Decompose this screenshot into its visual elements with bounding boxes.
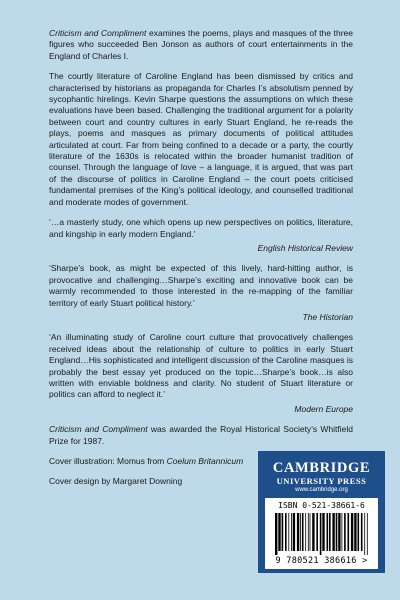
illustration-prefix: Cover illustration: Momus from	[49, 456, 167, 466]
isbn-barcode-box	[265, 498, 378, 569]
barcode-bar	[354, 513, 356, 551]
barcode-bar	[332, 513, 334, 551]
prize-paragraph	[49, 424, 353, 447]
barcode-bar	[293, 513, 295, 551]
publisher-url: www.cambridge.org	[295, 487, 348, 493]
barcode-bar	[288, 513, 289, 551]
isbn-label: ISBN 0-521-38661-6	[278, 501, 365, 510]
barcode-bar	[364, 513, 365, 555]
barcode-bar	[344, 513, 346, 551]
barcode-bar	[316, 513, 318, 551]
intro-text: examines the poems, plays and masques of the three figures who succeeded Ben Jonson as authors of court entertainments in the England of Charles I.	[49, 28, 353, 61]
review-quote: ‘…a masterly study, one which opens up new perspectives on politics, literature, and kingship in early modern England.’	[49, 217, 353, 239]
barcode-bar	[291, 513, 292, 551]
book-title: Criticism and Compliment	[49, 28, 147, 38]
barcode-bar	[338, 513, 340, 551]
illustration-title: Coelum Britannicum	[166, 456, 244, 466]
cover-design-credit: Cover design by Margaret Downing	[49, 476, 183, 487]
publisher-subtitle: UNIVERSITY PRESS	[276, 476, 367, 486]
review-source: Modern Europe	[294, 403, 353, 414]
description-paragraph: The courtly literature of Caroline England has been dismissed by critics and characterised by historians as propaganda for Charles I’s absolutism penned by sycophantic hirelings. Kevin Sharpe questions the assumptions on which these evaluations have been based. Challenging the traditional argument for a polarity between court and country cultures in early Stuart England, he re-reads the plays, poems and masques as primary documents of political attitudes articulated at court. Far from being confined to a decade or a party, the courtly literature of the 1630s is relocated within the broader humanist tradition of counsel. Through the language of love – a language, it is argued, that was part of the discourse of politics in Caroline England – the court poets criticised fundamental premises of the King’s political ideology, and counselled traditional and moderate modes of government.	[49, 71, 353, 207]
barcode-bar	[297, 513, 299, 551]
barcode-bar	[361, 513, 363, 551]
barcode-bar	[322, 513, 324, 551]
barcode-bar	[312, 513, 314, 551]
barcode-bar	[305, 513, 306, 551]
prize-text: was awarded the Royal Historical Society’s Whitfield Prize for 1987.	[49, 424, 353, 446]
review-quote: ‘Sharpe’s book, as might be expected of this lively, hard-hitting author, is provocative and challenging…Sharpe’s exciting and innovative book can be warmly recommended to those interested in the re-mapping of the familiar territory of early Stuart political history.’	[49, 263, 353, 308]
barcode-bar	[320, 513, 322, 555]
barcode-bar	[300, 513, 301, 551]
barcode-bar	[342, 513, 343, 551]
barcode-bar	[278, 513, 280, 551]
barcode-graphic	[269, 513, 374, 555]
barcode-bar	[348, 513, 350, 551]
barcode-bar	[351, 513, 353, 551]
barcode-bar	[327, 513, 329, 551]
review-source: English Historical Review	[257, 242, 353, 253]
barcode-bar	[285, 513, 287, 551]
back-cover-text	[49, 28, 353, 497]
barcode-bar	[282, 513, 284, 551]
barcode-number: 9 780521 386616 >	[275, 556, 368, 566]
barcode-bar	[275, 513, 277, 555]
publisher-name: CAMBRIDGE	[272, 460, 371, 476]
barcode-bar	[308, 513, 309, 551]
barcode-bar	[329, 513, 331, 551]
intro-paragraph	[49, 28, 353, 62]
barcode-bar	[310, 513, 311, 551]
review-source: The Historian	[302, 311, 353, 322]
barcode-bar	[302, 513, 304, 551]
book-title: Criticism and Compliment	[49, 424, 148, 435]
barcode-bar	[358, 513, 360, 551]
barcode-bar	[336, 513, 338, 551]
review-quote: ‘An illuminating study of Caroline court culture that provocatively challenges received ideas about the relationship of culture to politics in early Stuart England…His sophisticated and intelligent discussion of the Caroline masques is probably the best essay yet produced on the topic…Sharpe’s book…is also written with enviable boldness and clarity. No student of Stuart literature or politics can afford to neglect it.’	[49, 332, 353, 400]
barcode-bar	[367, 513, 368, 555]
